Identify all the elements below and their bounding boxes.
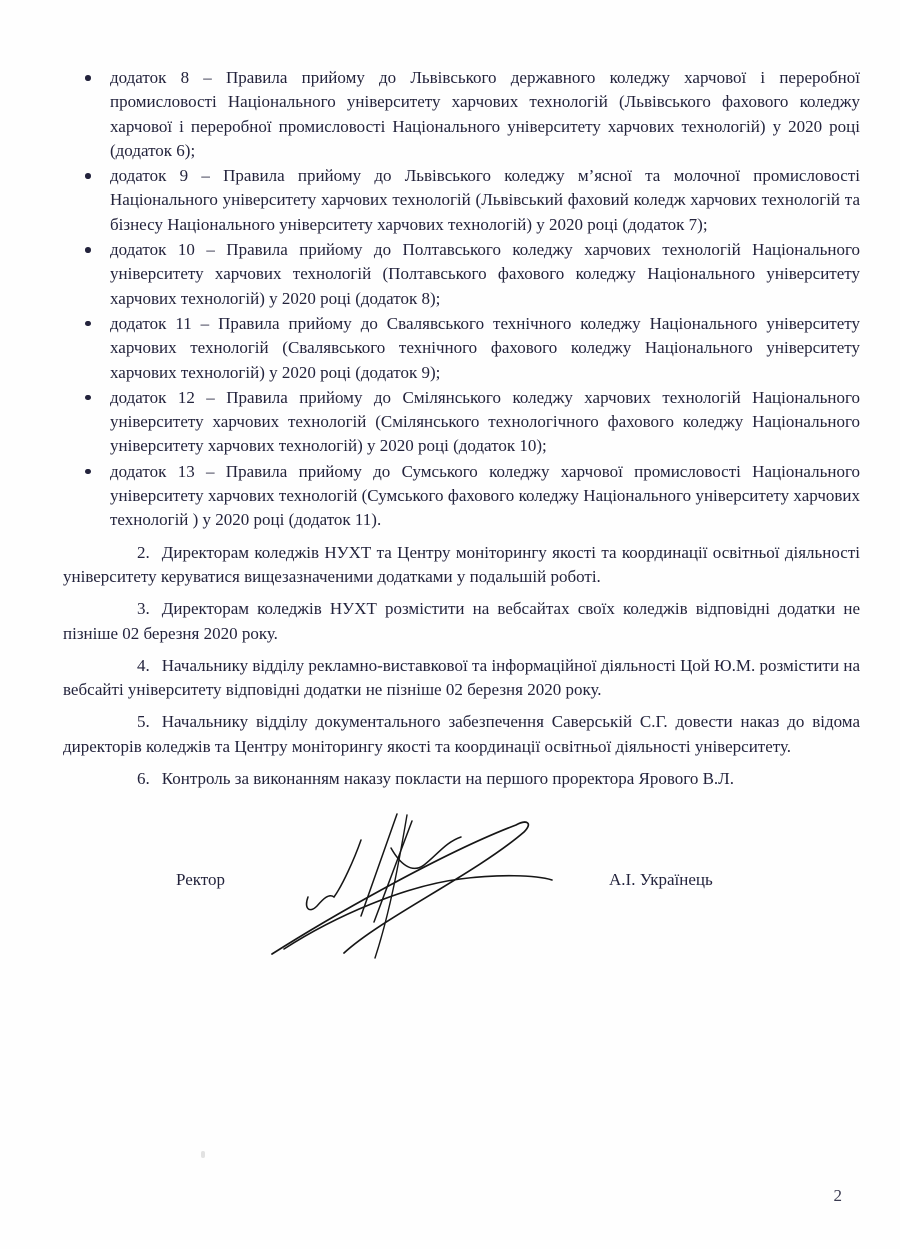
directive-item-2 (63, 541, 860, 590)
bullet-icon (85, 173, 91, 179)
list-item (63, 164, 860, 237)
bullet-icon (85, 469, 91, 475)
scan-speck (201, 1151, 205, 1158)
item-number: 3. (137, 599, 150, 619)
bullet-icon (85, 247, 91, 253)
item-text: Начальнику відділу документального забезпечення Саверській С.Г. довести наказ до відома директорів коледжів та Центру моніторингу якості та координації освітньої діяльності університету. (63, 712, 860, 756)
appendix-10-text: додаток 10 – Правила прийому до Полтавського коледжу харчових технологій Національного університету харчових технологій (Полтавського фахового коледжу Національного університету харчових технологій) у 2020 році (додаток 8); (110, 240, 860, 308)
bullet-icon (85, 395, 91, 401)
handwritten-signature (240, 800, 570, 970)
appendix-8-text: додаток 8 – Правила прийому до Львівського державного коледжу харчової і переробної промисловості Національного університету харчових технологій (Львівського фахового коледжу харчової і переробної промисловості Національного університету харчових технологій) у 2020 році (додаток 6); (110, 68, 860, 160)
item-number: 5. (137, 712, 150, 732)
bullet-icon (85, 321, 91, 327)
signature-name-label: А.І. Українець (609, 870, 713, 889)
page-content (63, 66, 860, 791)
list-item (63, 312, 860, 385)
appendix-12-text: додаток 12 – Правила прийому до Смілянського коледжу харчових технологій Національного університету харчових технологій (Смілянського технологічного фахового коледжу Національного університету харчових технологій) у 2020 році (додаток 10); (110, 387, 860, 456)
bullet-icon (85, 75, 91, 81)
directive-item-6 (63, 767, 860, 791)
directive-item-3 (63, 597, 860, 646)
list-item (63, 460, 860, 533)
list-item (63, 238, 860, 311)
directive-item-5 (63, 710, 860, 759)
item-number: 6. (137, 769, 150, 789)
appendix-list (63, 66, 860, 533)
item-number: 4. (137, 655, 150, 675)
list-item (63, 66, 860, 163)
list-item (63, 386, 860, 459)
directive-item-4 (63, 654, 860, 703)
appendix-13-text: додаток 13 – Правила прийому до Сумського коледжу харчової промисловості Національного університету харчових технологій (Сумського фахового коледжу Національного університету харчових технологій ) у 2020 році (додаток 11). (110, 461, 860, 530)
item-text: Контроль за виконанням наказу покласти на першого проректора Ярового В.Л. (161, 769, 734, 789)
item-text: Директорам коледжів НУХТ розмістити на вебсайтах своїх коледжів відповідні додатки не пізніше 02 березня 2020 року. (63, 599, 860, 643)
page-number: 2 (833, 1186, 842, 1205)
appendix-9-text: додаток 9 – Правила прийому до Львівського коледжу м’ясної та молочної промисловості Національного університету харчових технологій (Львівський фаховий коледж харчових технологій та бізнесу Національного університету харчових технологій) у 2020 році (додаток 7); (110, 166, 860, 234)
signature-role-label: Ректор (176, 870, 226, 889)
appendix-11-text: додаток 11 – Правила прийому до Свалявського технічного коледжу Національного університету харчових технологій (Свалявського технічного фахового коледжу Національного університету харчових технологій) у 2020 році (додаток 9); (110, 313, 860, 382)
item-text: Директорам коледжів НУХТ та Центру моніторингу якості та координації освітньої діяльності університету керуватися вищезазначеними додатками у подальшій роботі. (63, 542, 860, 586)
item-text: Начальнику відділу рекламно-виставкової та інформаційної діяльності Цой Ю.М. розмістити на вебсайті університету відповідні додатки не пізніше 02 березня 2020 року. (63, 655, 860, 700)
item-number: 2. (137, 542, 150, 562)
